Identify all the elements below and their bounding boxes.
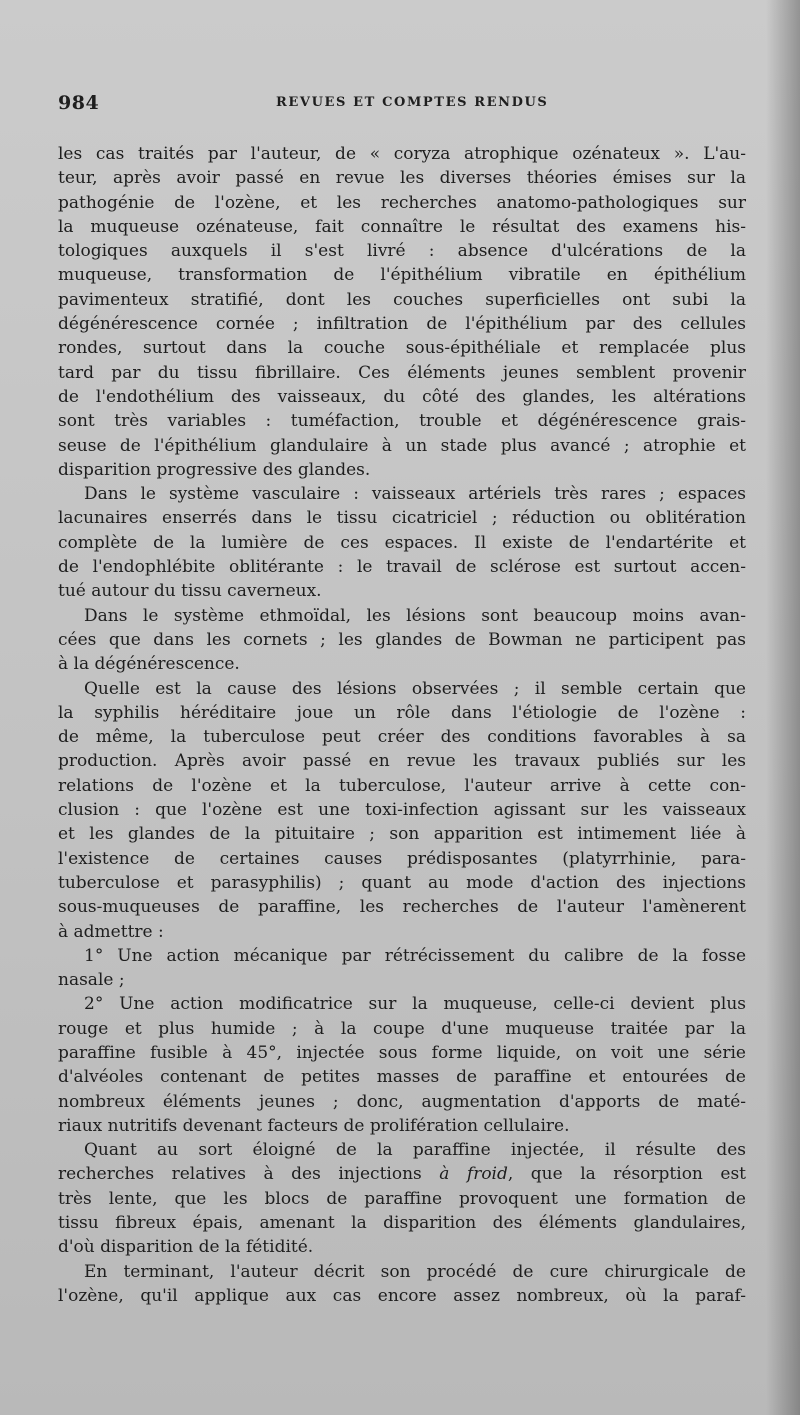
text-line: tologiques auxquels il s'est livré : absence d'ulcérations de la <box>58 241 746 262</box>
text-line: l'ozène, qu'il applique aux cas encore assez nombreux, où la paraf- <box>58 1285 746 1306</box>
text-line: tard par du tissu fibrillaire. Ces éléments jeunes semblent provenir <box>58 362 746 383</box>
text-line: la syphilis héréditaire joue un rôle dans l'étiologie de l'ozène : <box>58 702 746 723</box>
text-line: paraffine fusible à 45°, injectée sous forme liquide, on voit une série <box>58 1042 746 1063</box>
text-line: nombreux éléments jeunes ; donc, augmentation d'apports de maté- <box>58 1091 746 1112</box>
text-line: pathogénie de l'ozène, et les recherches anatomo-pathologiques sur <box>58 192 746 213</box>
text-line: dégénérescence cornée ; infiltration de l'épithélium par des cellules <box>58 314 746 335</box>
text-line: de même, la tuberculose peut créer des conditions favorables à sa <box>58 727 746 748</box>
text-line: cées que dans les cornets ; les glandes de Bowman ne participent pas <box>58 629 746 650</box>
text-line: En terminant, l'auteur décrit son procédé de cure chirurgicale de <box>84 1261 746 1282</box>
text-line: de l'endophlébite oblitérante : le travail de sclérose est surtout accen- <box>58 557 746 578</box>
page-header <box>58 92 748 114</box>
text-line: sont très variables : tuméfaction, trouble et dégénérescence grais- <box>58 411 746 432</box>
text-line: relations de l'ozène et la tuberculose, l'auteur arrive à cette con- <box>58 775 746 796</box>
text-line: à la dégénérescence. <box>58 654 240 675</box>
text-line: complète de la lumière de ces espaces. Il existe de l'endartérite et <box>58 532 746 553</box>
text-line: rondes, surtout dans la couche sous-épithéliale et remplacée plus <box>58 338 746 359</box>
text-line: nasale ; <box>58 970 125 991</box>
text-line: d'où disparition de la fétidité. <box>58 1237 314 1258</box>
page-number: 984 <box>58 92 100 114</box>
text-line: l'existence de certaines causes prédisposantes (platyrrhinie, para- <box>58 848 746 869</box>
text-line: pavimenteux stratifié, dont les couches superficielles ont subi la <box>58 289 746 310</box>
text-line: 1° Une action mécanique par rétrécissement du calibre de la fosse <box>84 945 746 966</box>
text-line: de l'endothélium des vaisseaux, du côté des glandes, les altérations <box>58 386 746 407</box>
text-line: clusion : que l'ozène est une toxi-infection agissant sur les vaisseaux <box>58 800 746 821</box>
text-line: très lente, que les blocs de paraffine provoquent une formation de <box>58 1188 746 1209</box>
body-text <box>58 142 746 1308</box>
text-line: d'alvéoles contenant de petites masses de paraffine et entourées de <box>58 1067 746 1088</box>
text-line: à admettre : <box>58 921 164 942</box>
running-head: REVUES ET COMPTES RENDUS <box>276 95 549 110</box>
text-line: Quelle est la cause des lésions observées ; il semble certain que <box>84 678 746 699</box>
text-line: rouge et plus humide ; à la coupe d'une muqueuse traitée par la <box>58 1018 746 1039</box>
text-line: muqueuse, transformation de l'épithélium vibratile en épithélium <box>58 265 746 286</box>
text-line: Dans le système vasculaire : vaisseaux artériels très rares ; espaces <box>84 484 746 505</box>
text-line: tué autour du tissu caverneux. <box>58 581 322 602</box>
text-line: Dans le système ethmoïdal, les lésions sont beaucoup moins avan- <box>84 605 746 626</box>
text-line: recherches relatives à des injections à froid, que la résorption est <box>58 1164 746 1185</box>
text-line: tissu fibreux épais, amenant la disparition des éléments glandulaires, <box>58 1213 746 1234</box>
text-line: disparition progressive des glandes. <box>58 459 371 480</box>
text-line: seuse de l'épithélium glandulaire à un stade plus avancé ; atrophie et <box>58 435 746 456</box>
text-line: sous-muqueuses de paraffine, les recherches de l'auteur l'amènerent <box>58 897 746 918</box>
text-line: les cas traités par l'auteur, de « coryza atrophique ozénateux ». L'au- <box>58 144 746 164</box>
text-line: 2° Une action modificatrice sur la muqueuse, celle-ci devient plus <box>84 994 746 1015</box>
text-line: et les glandes de la pituitaire ; son apparition est intimement liée à <box>58 824 746 845</box>
text-line: tuberculose et parasyphilis) ; quant au mode d'action des injections <box>58 872 746 893</box>
text-line: la muqueuse ozénateuse, fait connaître le résultat des examens his- <box>58 216 746 237</box>
text-line: lacunaires enserrés dans le tissu cicatriciel ; réduction ou oblitération <box>58 508 746 529</box>
text-line: production. Après avoir passé en revue les travaux publiés sur les <box>58 751 746 772</box>
text-line: riaux nutritifs devenant facteurs de prolifération cellulaire. <box>58 1115 570 1136</box>
text-line: teur, après avoir passé en revue les diverses théories émises sur la <box>58 168 746 189</box>
text-line: Quant au sort éloigné de la paraffine injectée, il résulte des <box>84 1140 746 1161</box>
